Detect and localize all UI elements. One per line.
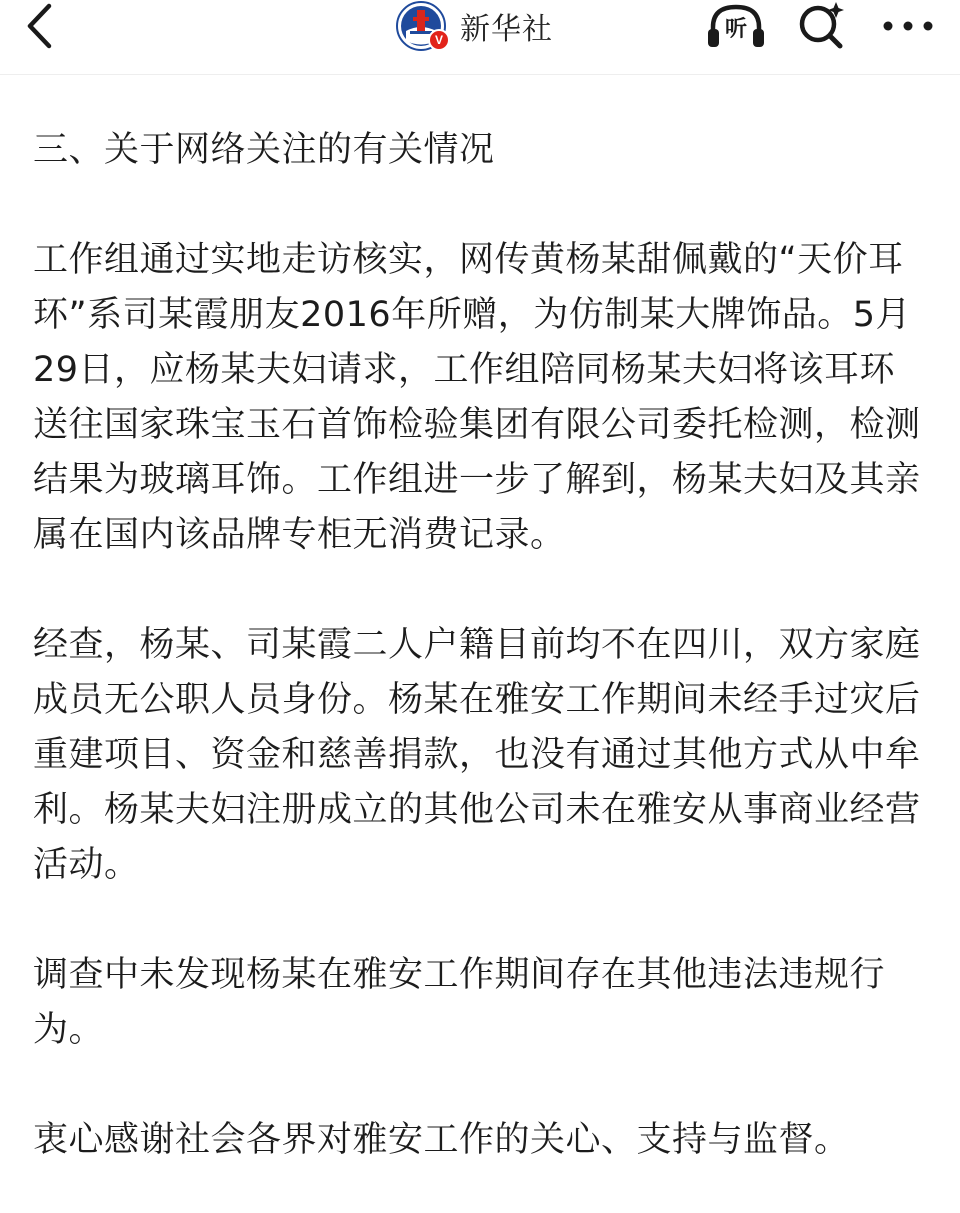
more-dots-icon (882, 20, 934, 32)
more-button[interactable] (876, 0, 940, 52)
article-paragraph: 调查中未发现杨某在雅安工作期间存在其他违法违规行为。 (33, 955, 886, 1050)
article-paragraph: 工作组通过实地走访核实，网传黄杨某甜佩戴的“天价耳环”系司某霞朋友2016年所赠，为仿制某大牌饰品。5月29日，应杨某夫妇请求，工作组陪同杨某夫妇将该耳环送往国家珠宝玉石首饰检验集团有限公司委托检测，检测结果为玻璃耳饰。工作组进一步了解到，杨某夫妇及其亲属在国内该品牌专柜无消费记录。 (33, 240, 921, 555)
listen-label: 听 (724, 17, 747, 42)
section-heading: 三、关于网络关注的有关情况 (33, 130, 495, 170)
header-actions (682, 0, 940, 52)
search-sparkle-icon (796, 0, 848, 52)
back-button[interactable] (18, 4, 62, 48)
account-name[interactable]: 新华社 (460, 12, 553, 47)
chevron-left-icon (25, 3, 55, 49)
account-header[interactable] (396, 0, 553, 52)
search-button[interactable] (790, 0, 854, 52)
article-body (33, 74, 928, 1168)
avatar[interactable] (396, 1, 446, 51)
top-navigation-bar (0, 0, 960, 75)
article-paragraph: 衷心感谢社会各界对雅安工作的关心、支持与监督。 (33, 1120, 850, 1160)
listen-button[interactable] (704, 0, 768, 52)
verified-badge: V (428, 29, 450, 51)
article-paragraph: 经查，杨某、司某霞二人户籍目前均不在四川，双方家庭成员无公职人员身份。杨某在雅安工作期间未经手过灾后重建项目、资金和慈善捐款，也没有通过其他方式从中牟利。杨某夫妇注册成立的其他公司未在雅安从事商业经营活动。 (33, 625, 921, 885)
